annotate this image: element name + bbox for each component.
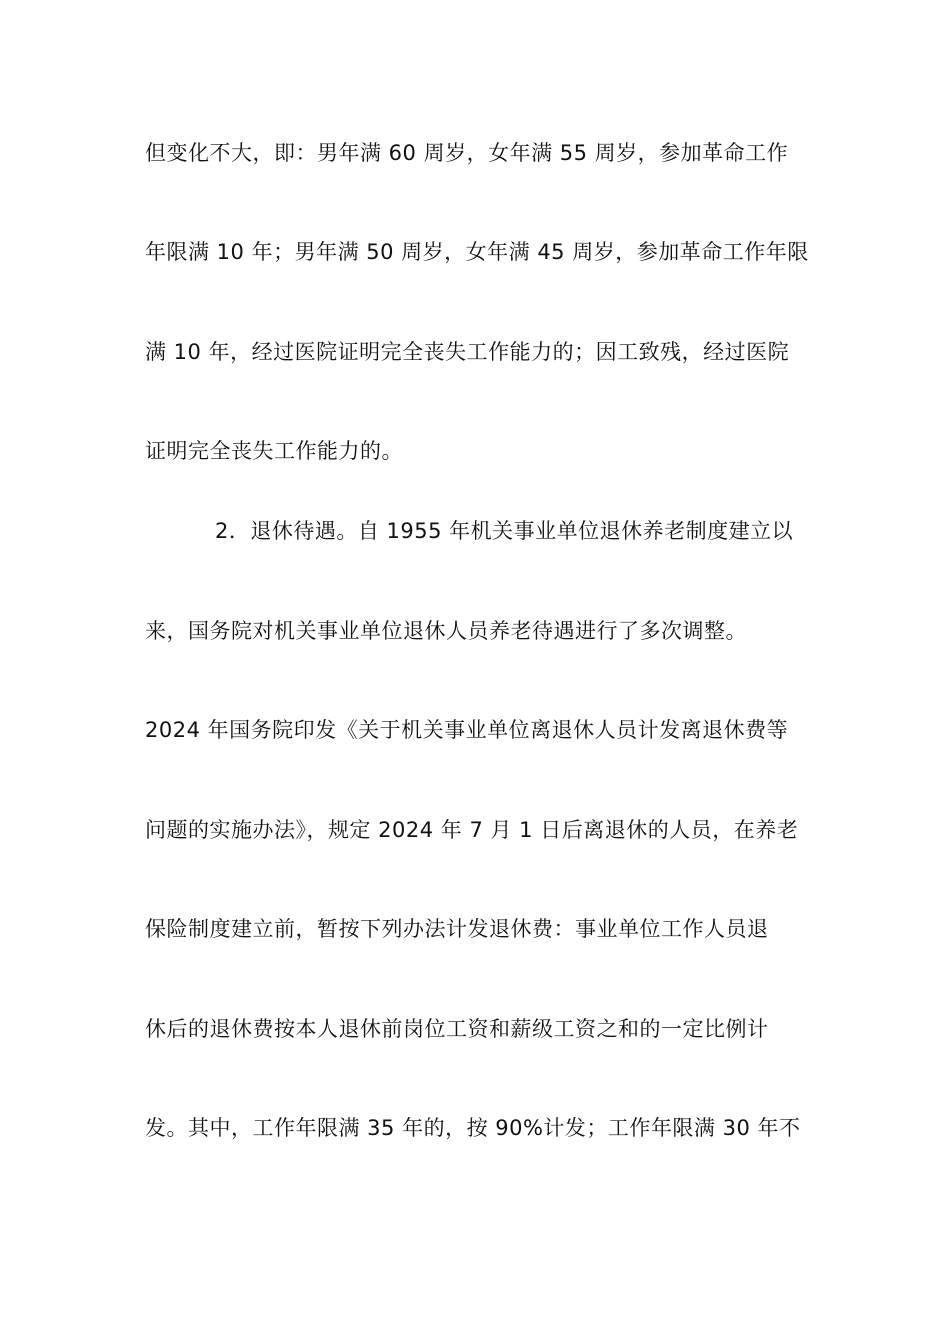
body-text-line-2: 年限满 10 年；男年满 50 周岁，女年满 45 周岁，参加革命工作年限 xyxy=(145,240,809,264)
paragraph-heading-line: 2．退休待遇。自 1955 年机关事业单位退休养老制度建立以 xyxy=(215,519,794,543)
body-text-line-1: 但变化不大，即：男年满 60 周岁，女年满 55 周岁，参加革命工作 xyxy=(145,141,789,165)
body-text-line-11: 发。其中，工作年限满 35 年的，按 90%计发；工作年限满 30 年不 xyxy=(145,1116,801,1140)
body-text-line-7: 2024 年国务院印发《关于机关事业单位离退休人员计发离退休费等 xyxy=(145,718,789,742)
body-text-line-9: 保险制度建立前，暂按下列办法计发退休费：事业单位工作人员退 xyxy=(145,917,769,941)
body-text-line-8: 问题的实施办法》，规定 2024 年 7 月 1 日后离退休的人员，在养老 xyxy=(145,818,799,842)
body-text-line-6: 来，国务院对机关事业单位退休人员养老待遇进行了多次调整。 xyxy=(145,619,747,643)
body-text-line-10: 休后的退休费按本人退休前岗位工资和薪级工资之和的一定比例计 xyxy=(145,1017,769,1041)
body-text-line-3: 满 10 年，经过医院证明完全丧失工作能力的；因工致残，经过医院 xyxy=(145,340,790,364)
body-text-line-4: 证明完全丧失工作能力的。 xyxy=(145,439,403,463)
